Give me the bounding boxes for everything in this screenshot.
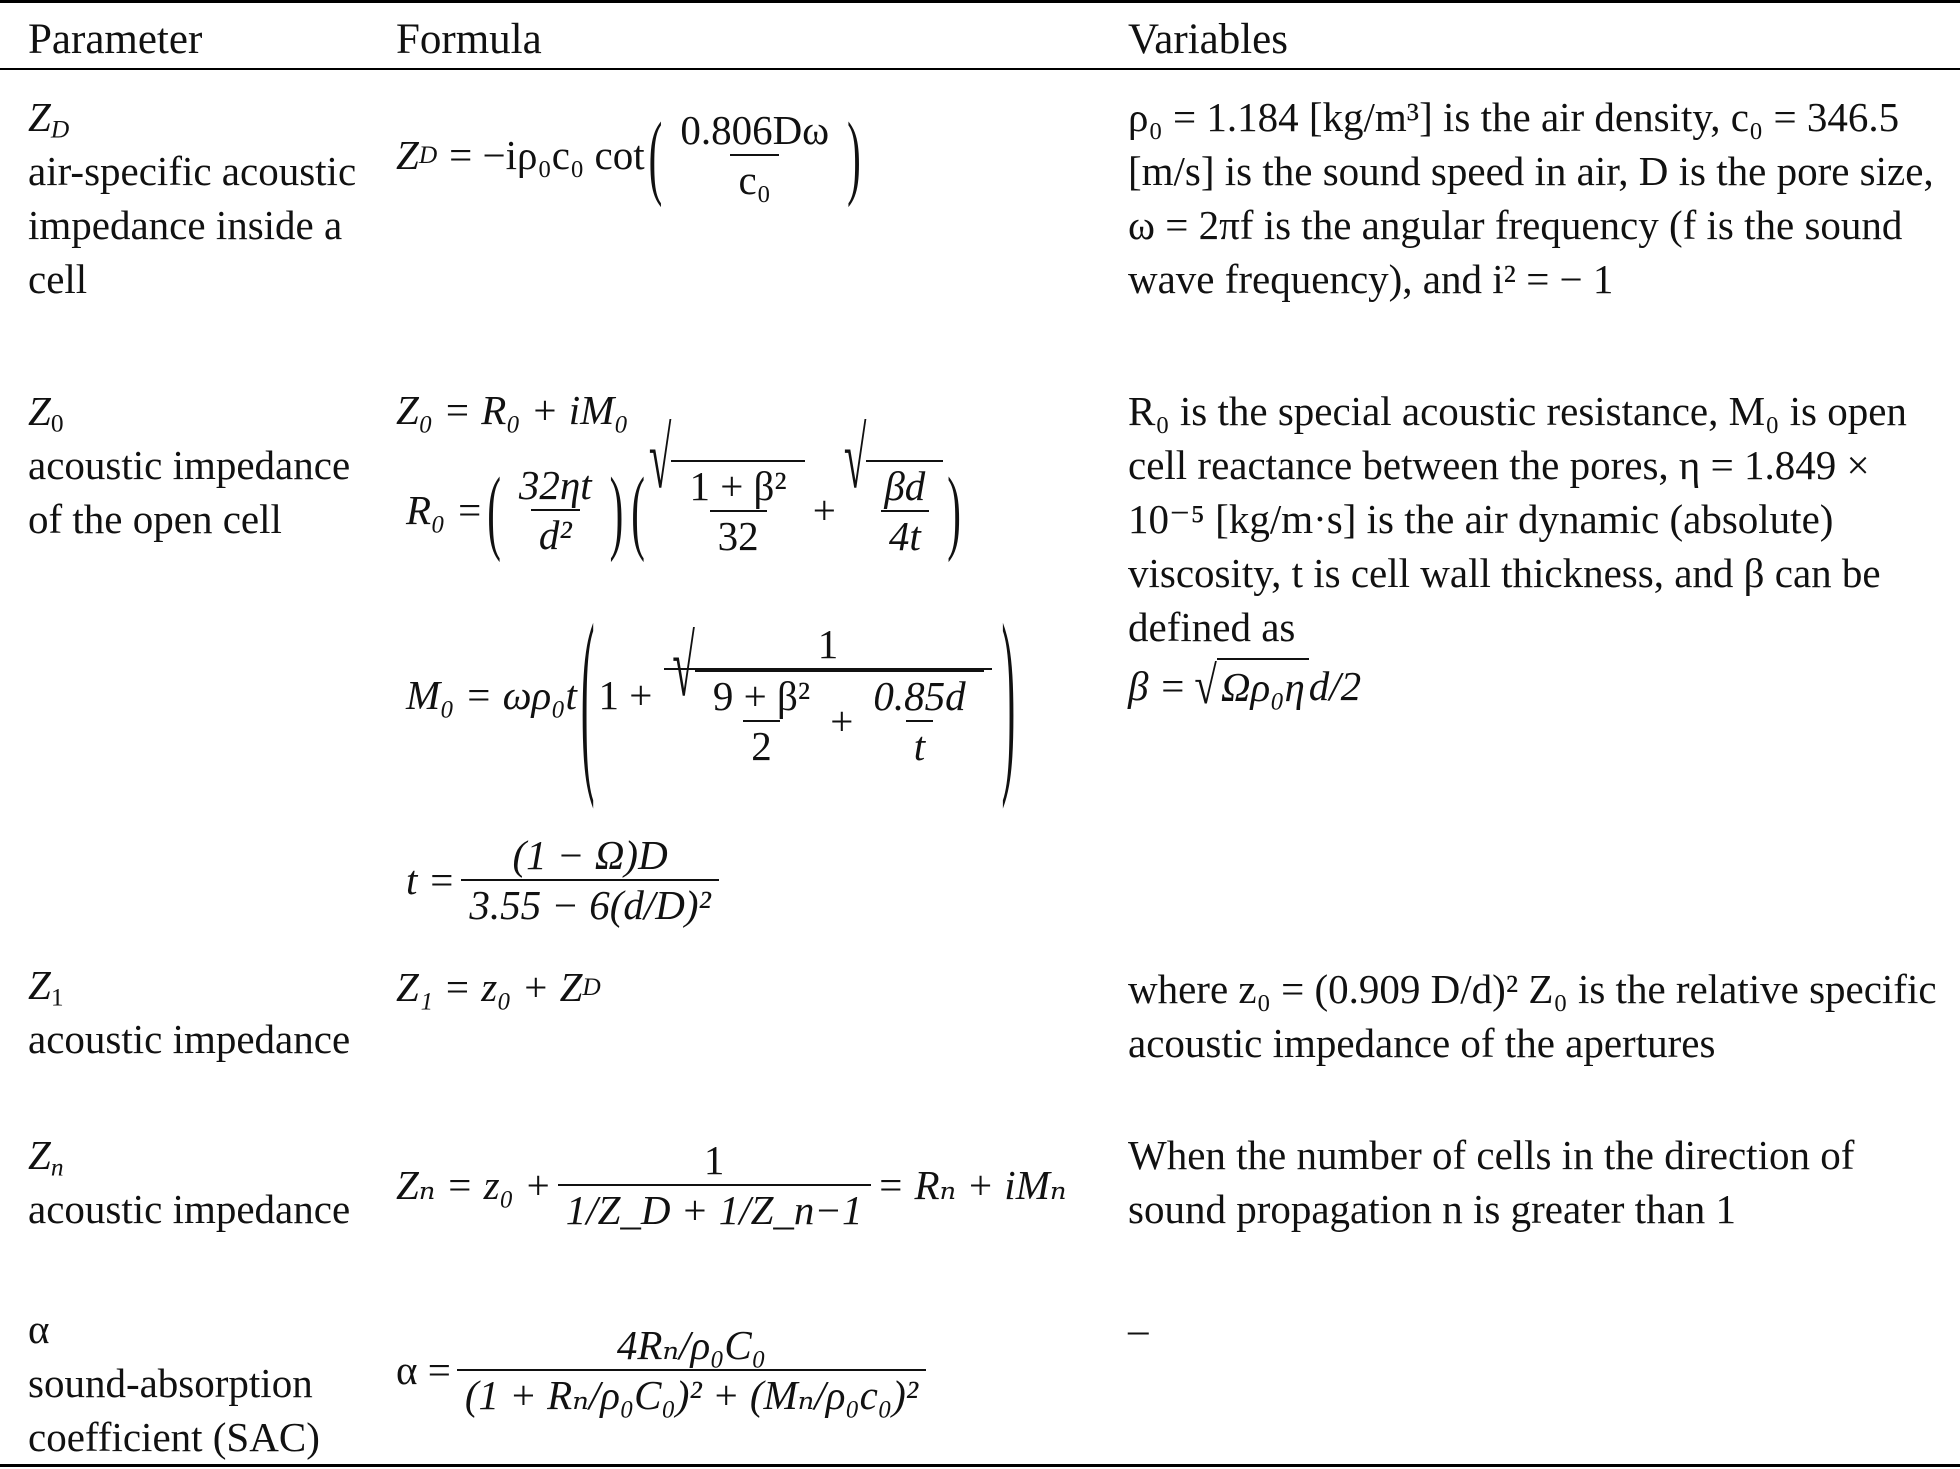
alpha-den: (1 + Rₙ/ρ₀C₀)² + (Mₙ/ρ₀c₀)² bbox=[457, 1369, 926, 1419]
row-z0-parameter bbox=[28, 384, 358, 546]
zn-lhs: Zₙ = z₀ + bbox=[396, 1162, 552, 1208]
m0-lhs: M₀ = ωρ₀t bbox=[406, 672, 577, 718]
row-alpha-symbol: α bbox=[28, 1306, 50, 1352]
m0-sqrt-num: 9 + β² bbox=[712, 673, 811, 719]
row-zn-parameter bbox=[28, 1128, 358, 1236]
r0-sqrt2-num: βd bbox=[884, 463, 926, 509]
alpha-lhs: α = bbox=[396, 1347, 451, 1393]
zd-frac-den: c₀ bbox=[730, 154, 779, 204]
r0-formula: R₀ = ( $\frac{32\eta t}{\text{d²}}$ ) ( √ $\frac{\text{1 + β²}}{32}$ + √ $\frac{\beta d}{4t}$ ) bbox=[406, 409, 961, 563]
row-alpha-parameter bbox=[28, 1302, 358, 1464]
header-variables: Variables bbox=[1128, 16, 1288, 63]
m0-plus: + bbox=[830, 698, 854, 744]
header-formula: Formula bbox=[396, 16, 542, 63]
z0-formula-line1 bbox=[396, 385, 629, 435]
row-alpha-variables: – bbox=[1128, 1306, 1149, 1352]
row-zn-symbol: Z bbox=[28, 1132, 51, 1178]
row-z0-variables bbox=[1128, 384, 1948, 714]
m0-num: 1 bbox=[817, 621, 839, 667]
m0-formula: M₀ = ωρ₀t ( 1 + 1 √ $\frac{\text{9 + β²}}{2}$ + $\frac{0.85d}{t}$ ) bbox=[406, 580, 1016, 810]
zd-fraction bbox=[672, 106, 837, 204]
header-parameter: Parameter bbox=[28, 16, 203, 63]
zn-num: 1 bbox=[703, 1137, 725, 1183]
row-zn-desc: acoustic impedance bbox=[28, 1186, 351, 1232]
row-z0-symbol-sub: 0 bbox=[50, 409, 64, 438]
r0-plus: + bbox=[812, 487, 836, 533]
r0-num: 32ηt bbox=[518, 462, 592, 508]
table-bottom-rule bbox=[0, 1464, 1960, 1467]
z0-equation: Z₀ = R₀ + iM₀ bbox=[396, 387, 629, 433]
row-z1-symbol-sub: 1 bbox=[50, 983, 64, 1012]
row-z1-variables: where z₀ = (0.909 D/d)² Z₀ is the relative specific acoustic impedance of the apertures bbox=[1128, 966, 1937, 1066]
row-z1-desc: acoustic impedance bbox=[28, 1016, 351, 1062]
beta-definition: β = √ Ωρ₀η d/2 bbox=[1128, 654, 1362, 715]
r0-lhs: R₀ = bbox=[406, 487, 484, 533]
r0-sqrt2-den: 4t bbox=[881, 510, 929, 560]
row-zd-desc: air-specific acoustic impedance inside a cell bbox=[28, 148, 357, 302]
t-den: 3.55 − 6(d/D)² bbox=[461, 879, 719, 929]
zn-formula bbox=[396, 1130, 1066, 1240]
t-num: (1 − Ω)D bbox=[512, 832, 668, 878]
alpha-num: 4Rₙ/ρ₀C₀ bbox=[616, 1322, 766, 1368]
row-zd-variables: ρ₀ = 1.184 [kg/m³] is the air density, c₀ = 346.5 [m/s] is the sound speed in air, D is the pore size, ω = 2πf is the angular frequency (f is the sound wave frequency), and i² = − 1 bbox=[1128, 94, 1934, 302]
row-z0-variables-text: R₀ is the special acoustic resistance, M₀ is open cell reactance between the pores, η = 1.849 × 10⁻⁵ [kg/m·s] is the air dynamic (absolute) viscosity, t is cell wall thickness, and β can be defined as bbox=[1128, 388, 1907, 650]
r0-sqrt1-den: 32 bbox=[710, 510, 767, 560]
zn-den: 1/Z_D + 1/Z_n−1 bbox=[558, 1184, 871, 1234]
row-z1-symbol: Z bbox=[28, 962, 51, 1008]
row-alpha-desc: sound-absorption coefficient (SAC) bbox=[28, 1360, 320, 1460]
row-zd-symbol-sub: D bbox=[50, 115, 70, 144]
row-zd-formula: Z D = −iρ₀c₀ cot ( $\frac{0.806D\omega}{\text{c₀}}$ ) bbox=[396, 102, 861, 208]
t-formula bbox=[406, 825, 725, 935]
zd-frac-num: 0.806Dω bbox=[680, 107, 830, 153]
row-zn-symbol-sub: n bbox=[50, 1153, 64, 1182]
m0-frac2-num: 0.85d bbox=[873, 673, 966, 719]
m0-one: 1 + bbox=[598, 672, 653, 718]
row-z0-desc: acoustic impedance of the open cell bbox=[28, 442, 351, 542]
z1-equation: Z₁ = z₀ + Z bbox=[396, 964, 583, 1010]
row-zd-symbol: Z bbox=[28, 94, 51, 140]
beta-lhs: β = bbox=[1128, 663, 1187, 709]
z1-formula: Z₁ = z₀ + Z D bbox=[396, 964, 601, 1010]
alpha-formula bbox=[396, 1310, 932, 1430]
r0-sqrt1-num: 1 + β² bbox=[689, 463, 787, 509]
row-zd-parameter bbox=[28, 90, 358, 306]
beta-tail: d/2 bbox=[1308, 663, 1362, 709]
beta-radicand: Ωρ₀η bbox=[1217, 658, 1309, 714]
row-z1-parameter bbox=[28, 958, 358, 1066]
table-top-rule bbox=[0, 0, 1960, 3]
m0-sqrt-den: 2 bbox=[743, 720, 780, 770]
m0-frac2-den: t bbox=[906, 720, 933, 770]
t-lhs: t = bbox=[406, 857, 456, 903]
zd-lhs: Z bbox=[396, 132, 419, 178]
row-zn-variables: When the number of cells in the direction of sound propagation n is greater than 1 bbox=[1128, 1132, 1855, 1232]
r0-den: d² bbox=[531, 509, 580, 559]
zd-rhs: = −iρ₀c₀ cot bbox=[449, 132, 645, 178]
table-header-rule bbox=[0, 68, 1960, 70]
zn-rhs: = Rₙ + iMₙ bbox=[876, 1162, 1067, 1208]
row-z0-symbol: Z bbox=[28, 388, 51, 434]
